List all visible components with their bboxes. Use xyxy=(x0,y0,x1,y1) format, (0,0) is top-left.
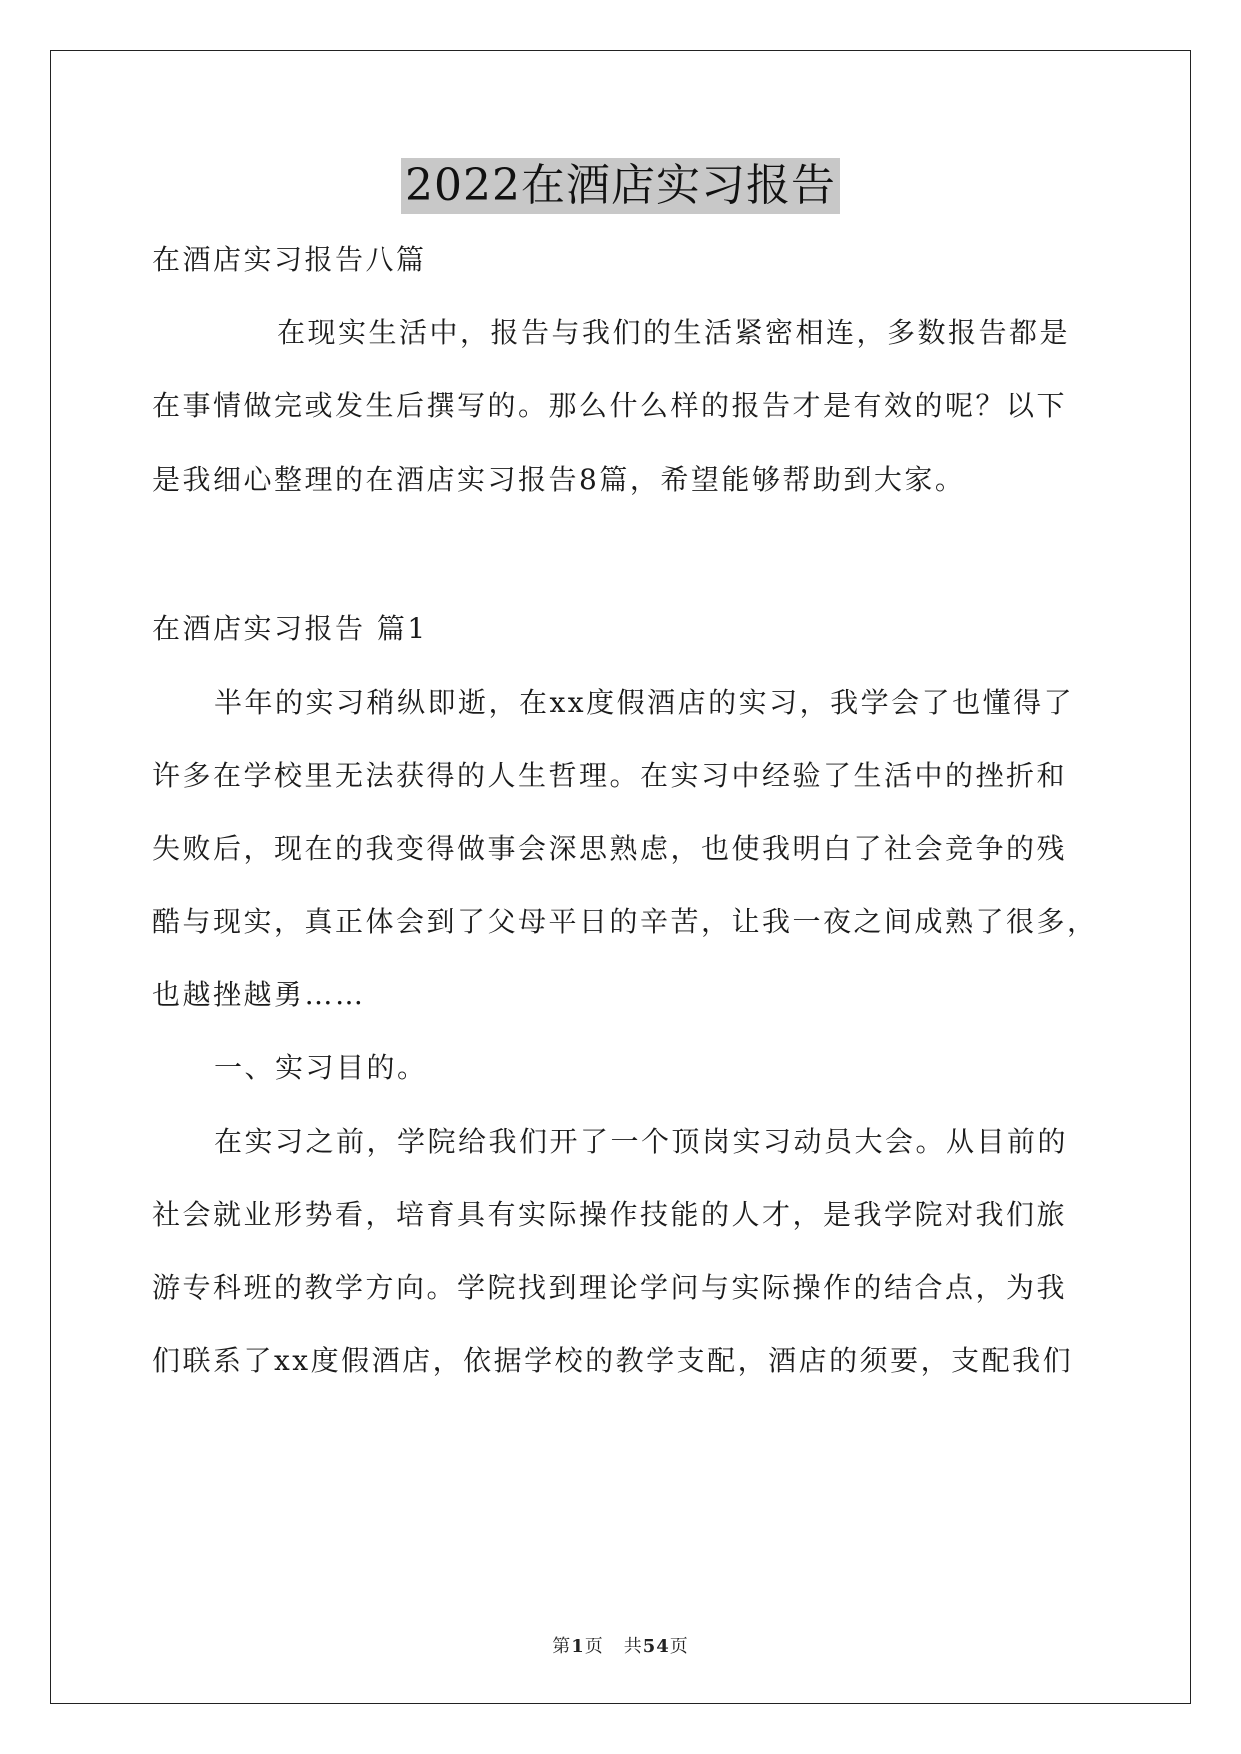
paragraph-2-line-4: 们联系了xx度假酒店，依据学校的教学支配，酒店的须要，支配我们 xyxy=(152,1344,1074,1377)
title-container xyxy=(0,158,1241,214)
subheading: 一、实习目的。 xyxy=(214,1051,428,1084)
intro-line-2: 在事情做完或发生后撰写的。那么什么样的报告才是有效的呢？以下 xyxy=(152,389,1068,422)
paragraph-2-line-2: 社会就业形势看，培育具有实际操作技能的人才，是我学院对我们旅 xyxy=(152,1198,1068,1231)
intro-line-1: 在现实生活中，报告与我们的生活紧密相连，多数报告都是 xyxy=(277,316,1071,349)
footer-page-suffix: 页 xyxy=(584,1636,604,1657)
page-footer xyxy=(0,1632,1241,1658)
section-heading: 在酒店实习报告 篇1 xyxy=(152,612,428,645)
paragraph-1-line-1: 半年的实习稍纵即逝，在xx度假酒店的实习，我学会了也懂得了 xyxy=(214,686,1075,719)
paragraph-1-line-2: 许多在学校里无法获得的人生哲理。在实习中经验了生活中的挫折和 xyxy=(152,759,1068,792)
page-border xyxy=(50,50,1191,1704)
footer-total-prefix: 共 xyxy=(623,1636,643,1657)
document-subtitle: 在酒店实习报告八篇 xyxy=(152,243,427,276)
paragraph-1-line-5: 也越挫越勇…… xyxy=(152,978,366,1011)
footer-page-number: 1 xyxy=(571,1636,585,1657)
intro-line-3: 是我细心整理的在酒店实习报告8篇，希望能够帮助到大家。 xyxy=(152,463,966,496)
footer-page-prefix: 第 xyxy=(552,1636,572,1657)
paragraph-1-line-4: 酷与现实，真正体会到了父母平日的辛苦，让我一夜之间成熟了很多， xyxy=(152,905,1098,938)
paragraph-1-line-3: 失败后，现在的我变得做事会深思熟虑，也使我明白了社会竞争的残 xyxy=(152,832,1068,865)
paragraph-2-line-3: 游专科班的教学方向。学院找到理论学问与实际操作的结合点，为我 xyxy=(152,1271,1068,1304)
footer-total-pages: 54 xyxy=(642,1636,670,1657)
paragraph-2-line-1: 在实习之前，学院给我们开了一个顶岗实习动员大会。从目前的 xyxy=(214,1125,1069,1158)
document-title: 2022在酒店实习报告 xyxy=(401,158,840,214)
footer-total-suffix: 页 xyxy=(669,1636,689,1657)
